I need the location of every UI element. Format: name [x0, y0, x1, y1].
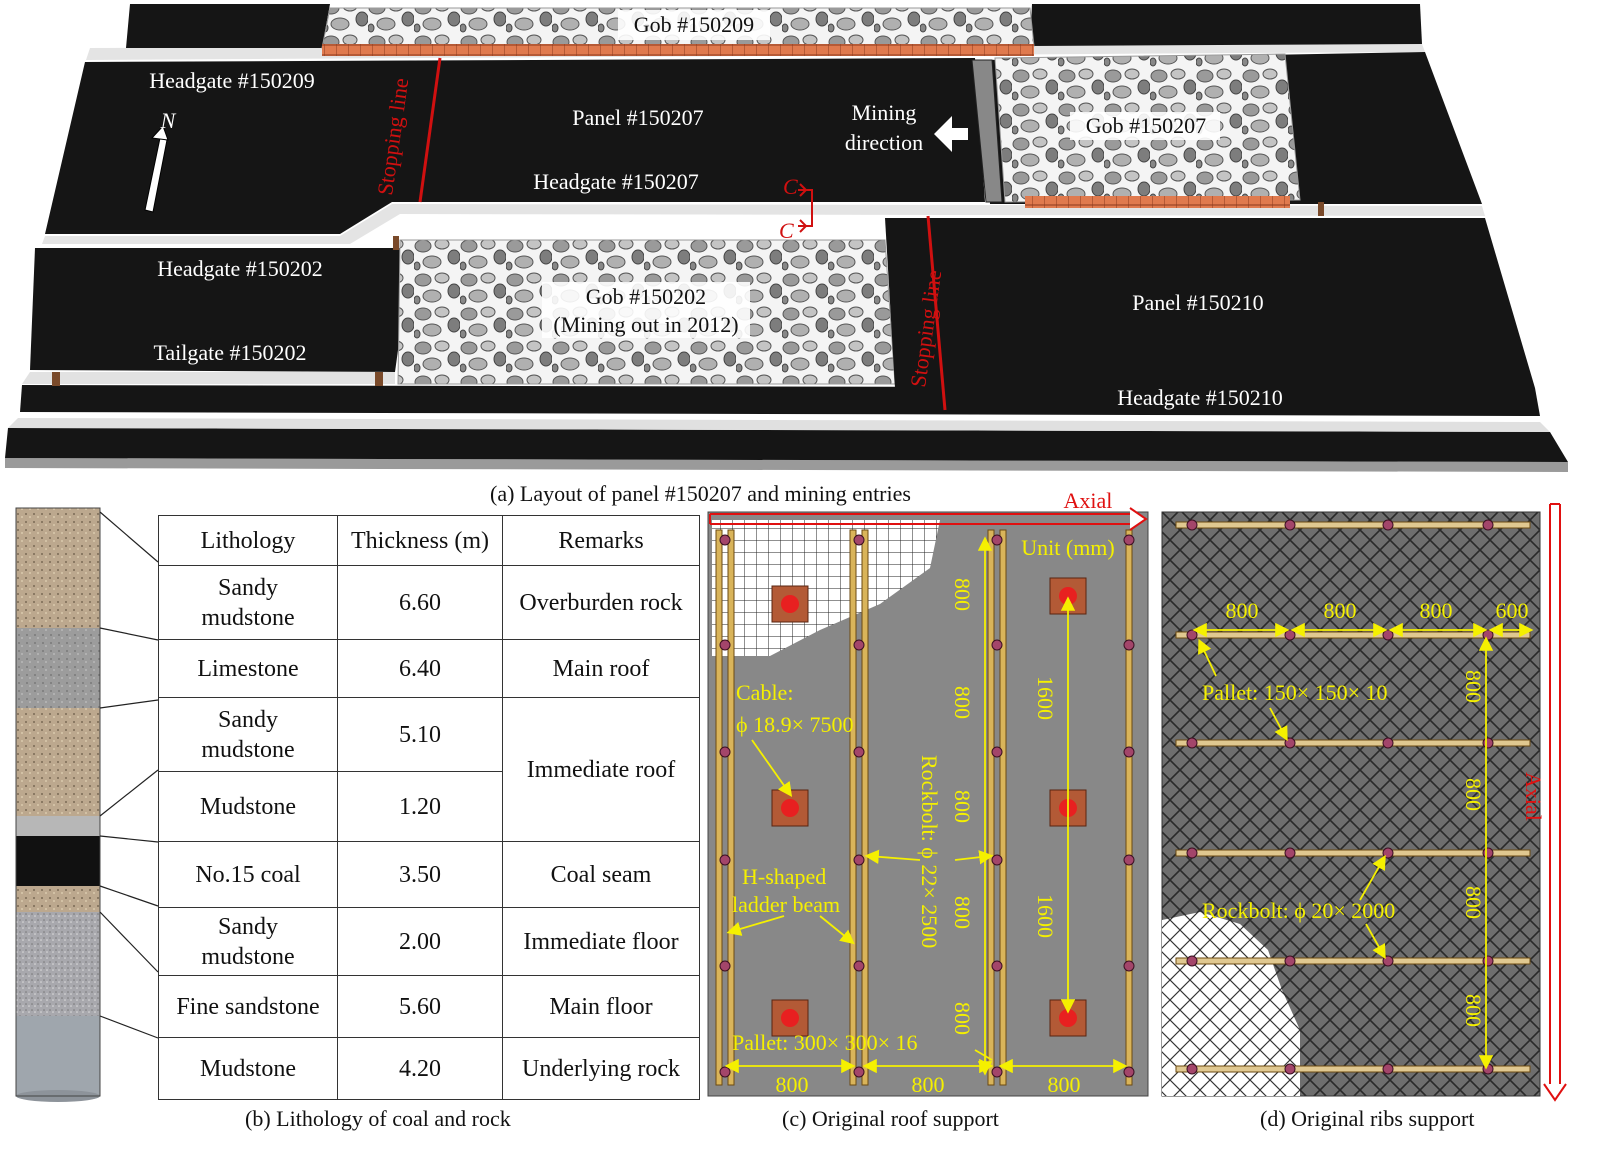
- cell-thickness: 5.10: [338, 698, 503, 772]
- label-north: N: [160, 108, 176, 133]
- label-gob-150209: Gob #150209: [633, 12, 755, 37]
- label-section-c-top: C: [783, 174, 798, 199]
- caption-d: (d) Original ribs support: [1260, 1106, 1475, 1131]
- label-pallet-c: Pallet: 300× 300× 16: [732, 1030, 918, 1055]
- table-row: [159, 908, 700, 976]
- cell-lithology: Sandy: [218, 706, 278, 733]
- label-rockbolt-c: Rockbolt: ϕ 22× 2500: [917, 755, 942, 949]
- cell-thickness: 4.20: [338, 1038, 503, 1100]
- tailgate-150202-roadway: [22, 372, 395, 384]
- cell-thickness: 6.40: [338, 640, 503, 698]
- header-remarks: Remarks: [503, 516, 700, 566]
- label-headgate-150210: Headgate #150210: [1117, 385, 1283, 410]
- cell-remarks: Immediate roof: [503, 698, 700, 842]
- label-pallet-d: Pallet: 150× 150× 10: [1202, 680, 1388, 705]
- table-row: [159, 1038, 700, 1100]
- caption-b: (b) Lithology of coal and rock: [245, 1106, 511, 1131]
- label-dim-1600-c-2: 1600: [1033, 894, 1058, 938]
- label-beam-1: H-shaped: [742, 864, 827, 889]
- cell-remarks: Main floor: [503, 976, 700, 1038]
- label-mining-direction-1: Mining: [851, 100, 917, 125]
- cell-lithology: mudstone: [201, 736, 295, 763]
- cell-thickness: 6.60: [338, 566, 503, 640]
- label-gob-150202-2: (Mining out in 2012): [553, 312, 739, 337]
- label-dim-800-d-5: 800: [1461, 778, 1486, 811]
- label-gob-150207: Gob #150207: [1085, 113, 1207, 138]
- label-dim-800-d-7: 800: [1461, 994, 1486, 1027]
- label-dim-800-d-4: 800: [1461, 670, 1486, 703]
- cell-lithology: mudstone: [201, 604, 295, 631]
- lithology-table: [158, 515, 700, 1100]
- label-dim-800-d-1: 800: [1225, 598, 1259, 623]
- label-tailgate-150202: Tailgate #150202: [153, 340, 307, 365]
- cell-thickness: 2.00: [338, 908, 503, 976]
- table-row: [159, 976, 700, 1038]
- cell-lithology: mudstone: [201, 943, 295, 970]
- layout-panel: [5, 4, 1568, 472]
- table-row: [159, 842, 700, 908]
- label-dim-800-c-8: 800: [1047, 1072, 1081, 1097]
- cell-lithology: Sandy: [218, 574, 278, 601]
- axial-arrow-d: [1544, 1084, 1566, 1100]
- label-panel-150207: Panel #150207: [572, 105, 704, 130]
- label-beam-2: ladder beam: [732, 892, 841, 917]
- label-dim-800-c-2: 800: [950, 686, 975, 719]
- table-row: [159, 640, 700, 698]
- label-dim-1600-c-1: 1600: [1033, 676, 1058, 720]
- cell-lithology: Fine sandstone: [159, 976, 338, 1038]
- label-dim-800-c-7: 800: [911, 1072, 945, 1097]
- label-headgate-150202: Headgate #150202: [157, 256, 323, 281]
- table-row: [159, 698, 700, 772]
- cell-remarks: Underlying rock: [503, 1038, 700, 1100]
- label-unit: Unit (mm): [1021, 535, 1115, 560]
- cell-lithology: Sandy: [218, 913, 278, 940]
- label-dim-600-d: 600: [1495, 598, 1529, 623]
- cell-thickness: 5.60: [338, 976, 503, 1038]
- label-axial-c: Axial: [1063, 488, 1113, 513]
- label-headgate-150209: Headgate #150209: [149, 68, 315, 93]
- cell-lithology: Mudstone: [159, 1038, 338, 1100]
- cell-thickness: 1.20: [338, 772, 503, 842]
- caption-c: (c) Original roof support: [782, 1106, 999, 1131]
- header-thickness: Thickness (m): [338, 516, 503, 566]
- label-mining-direction-2: direction: [844, 130, 924, 155]
- cell-lithology: Mudstone: [159, 772, 338, 842]
- label-stopping-line-2: Stopping line: [905, 268, 947, 389]
- cell-remarks: Main roof: [503, 640, 700, 698]
- roof-support-panel: [708, 488, 1148, 1097]
- label-cable-1: Cable:: [736, 680, 794, 705]
- label-gob-150202-1: Gob #150202: [585, 284, 707, 309]
- lithology-column: [16, 508, 158, 1102]
- label-axial-d: Axial: [1521, 772, 1546, 821]
- caption-a: (a) Layout of panel #150207 and mining entries: [490, 481, 911, 506]
- label-section-c-bottom: C: [779, 218, 794, 243]
- label-dim-800-d-2: 800: [1323, 598, 1357, 623]
- label-dim-800-c-3: 800: [950, 790, 975, 823]
- label-panel-150210: Panel #150210: [1132, 290, 1264, 315]
- label-dim-800-c-1: 800: [950, 578, 975, 611]
- ribs-support-panel: [1162, 504, 1566, 1100]
- cell-remarks: Coal seam: [503, 842, 700, 908]
- label-dim-800-c-6: 800: [775, 1072, 809, 1097]
- label-stopping-line-1: Stopping line: [372, 76, 414, 197]
- header-lithology: Lithology: [159, 516, 338, 566]
- cell-lithology: No.15 coal: [159, 842, 338, 908]
- cell-thickness: 3.50: [338, 842, 503, 908]
- label-dim-800-c-5: 800: [950, 1002, 975, 1035]
- cell-remarks: Overburden rock: [503, 566, 700, 640]
- label-rockbolt-d: Rockbolt: ϕ 20× 2000: [1202, 898, 1396, 923]
- label-cable-2: ϕ 18.9× 7500: [736, 712, 854, 737]
- label-dim-800-d-3: 800: [1419, 598, 1453, 623]
- label-headgate-150207: Headgate #150207: [533, 169, 699, 194]
- brick-wall-150209: [322, 44, 1034, 56]
- bottom-rock-strip: [5, 428, 1568, 462]
- label-dim-800-d-6: 800: [1461, 886, 1486, 919]
- brick-wall-150207: [1025, 196, 1290, 208]
- cell-remarks: Immediate floor: [503, 908, 700, 976]
- cell-lithology: Limestone: [159, 640, 338, 698]
- table-row: [159, 566, 700, 640]
- label-dim-800-c-4: 800: [950, 896, 975, 929]
